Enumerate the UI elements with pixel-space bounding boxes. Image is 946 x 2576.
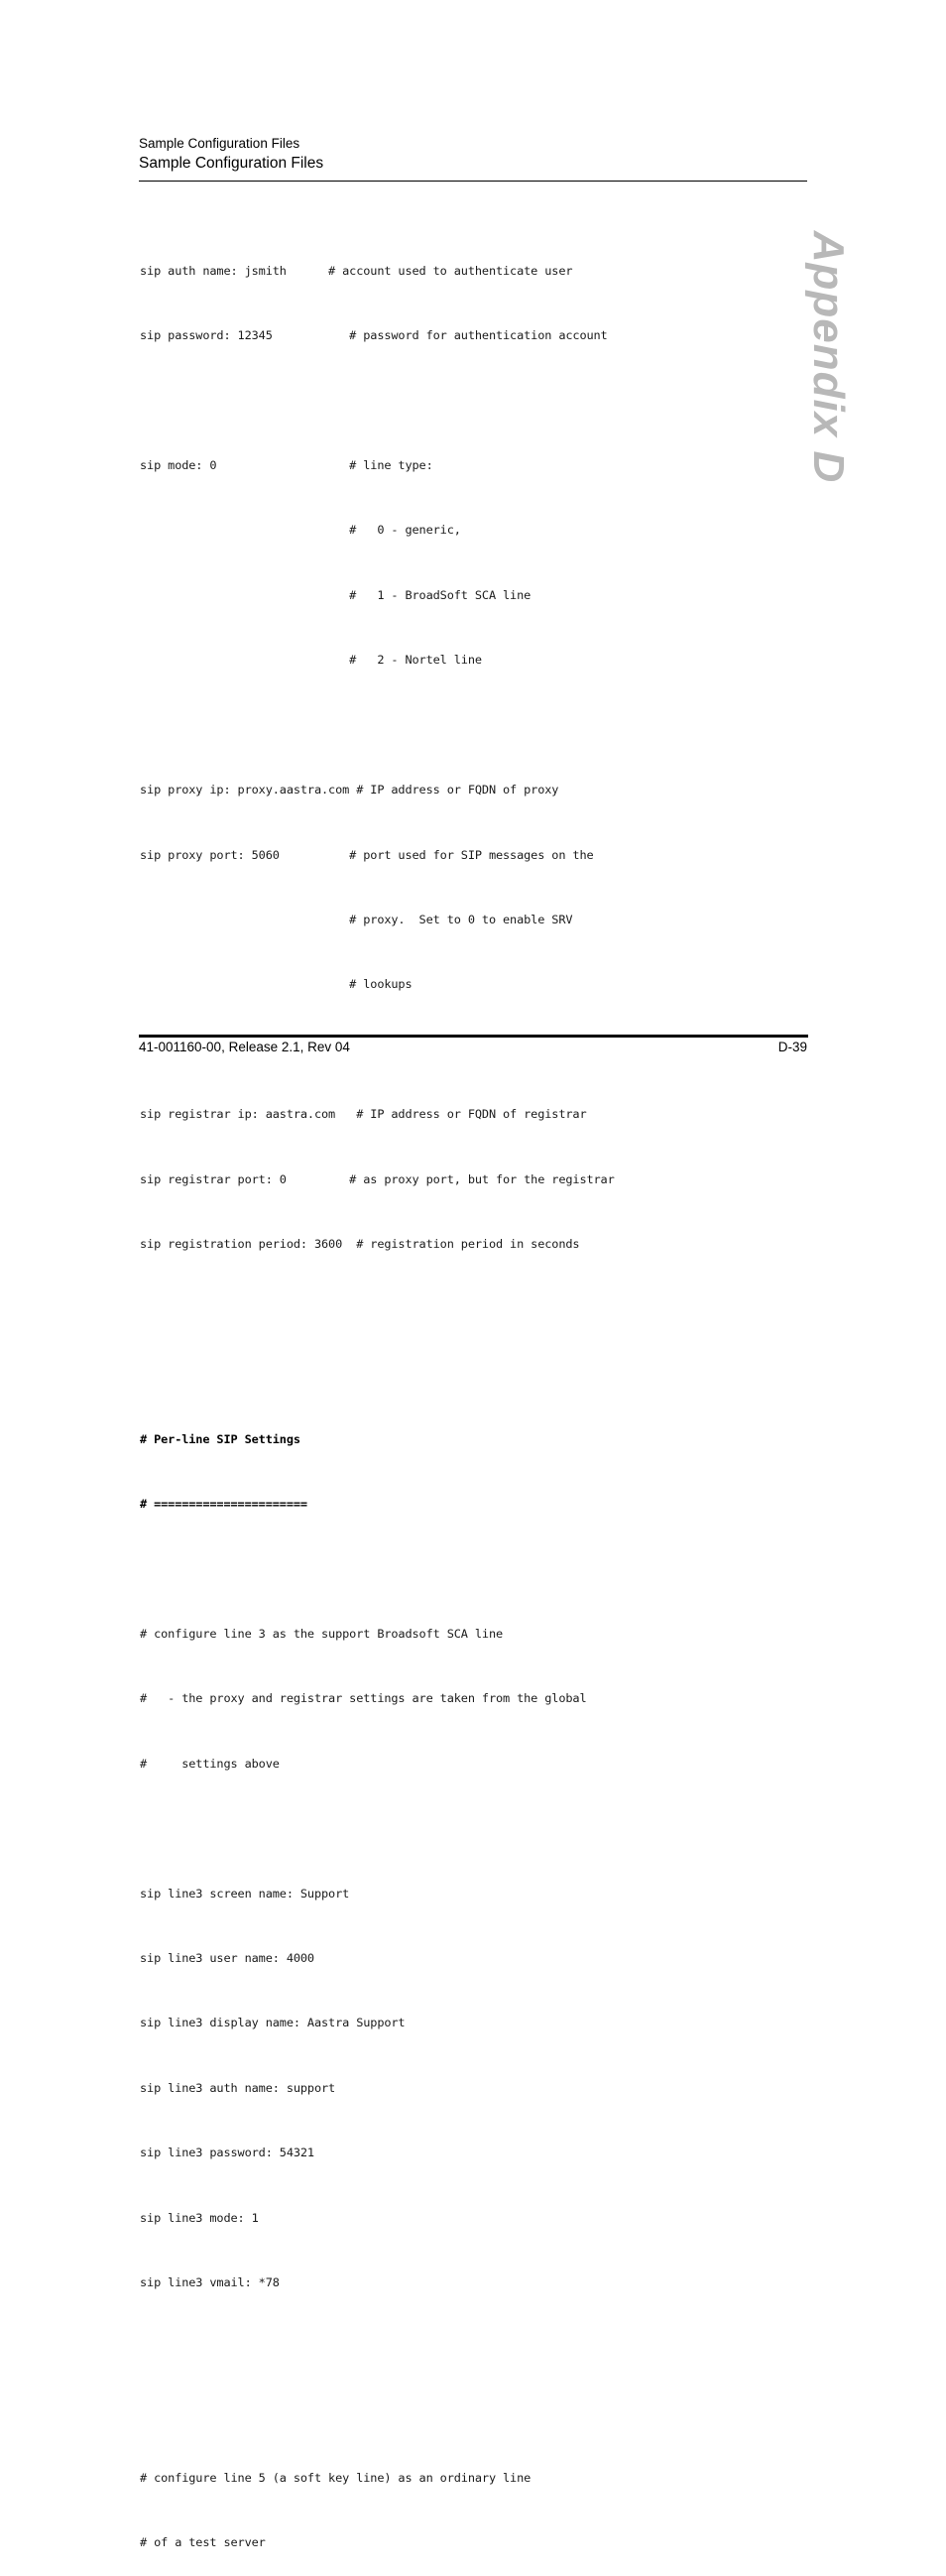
footer-divider [139,1035,808,1038]
config-line: sip line3 screen name: Support [140,1886,350,1901]
config-line: sip proxy port: 5060 # port used for SIP messages on the [140,847,594,862]
footer-document-id: 41-001160-00, Release 2.1, Rev 04 [139,1040,350,1054]
section-header: Sample Configuration Files [139,155,324,172]
config-line: sip line3 user name: 4000 [140,1951,314,1965]
config-line [140,2402,615,2424]
config-line: sip line3 password: 54321 [140,2146,314,2160]
config-line: sip password: 12345 # password for authentication account [140,328,608,343]
config-line [140,1364,615,1386]
config-line: sip registration period: 3600 # registration period in seconds [140,1237,580,1252]
config-line: sip proxy ip: proxy.aastra.com # IP address or FQDN of proxy [140,783,559,797]
config-line [140,1558,615,1580]
config-line: sip line3 mode: 1 [140,2210,259,2225]
config-line: sip auth name: jsmith # account used to authenticate user [140,263,573,278]
footer-page-number: D-39 [777,1040,807,1054]
config-line: # configure line 5 (a soft key line) as an ordinary line [140,2470,532,2485]
config-code-block [140,217,615,2576]
config-line: # settings above [140,1756,280,1771]
header-divider [139,181,807,182]
config-line: # proxy. Set to 0 to enable SRV [140,913,573,926]
config-section-underline: # ====================== [140,1496,307,1511]
config-line: sip registrar ip: aastra.com # IP address or FQDN of registrar [140,1107,587,1122]
running-header: Sample Configuration Files [139,136,300,151]
config-line: # 2 - Nortel line [140,653,482,668]
config-line [140,1299,615,1321]
config-line: sip registrar port: 0 # as proxy port, but for the registrar [140,1171,615,1186]
config-line: # - the proxy and registrar settings are taken from the global [140,1691,587,1706]
config-line: # lookups [140,977,413,992]
config-line [140,715,615,737]
config-line: # 1 - BroadSoft SCA line [140,587,532,602]
config-line: # 0 - generic, [140,523,461,538]
config-line [140,2338,615,2360]
appendix-side-tab [788,230,868,484]
config-line: sip line3 vmail: *78 [140,2275,280,2290]
config-line [140,391,615,413]
config-line: sip line3 auth name: support [140,2080,336,2095]
config-section-heading: # Per-line SIP Settings [140,1431,300,1446]
config-line: # configure line 3 as the support Broadsoft SCA line [140,1626,504,1641]
appendix-side-tab-label: Appendix D [804,230,853,484]
config-line: sip line3 display name: Aastra Support [140,2016,406,2030]
config-line: sip mode: 0 # line type: [140,457,433,472]
config-line [140,1818,615,1840]
config-line: # of a test server [140,2534,266,2549]
